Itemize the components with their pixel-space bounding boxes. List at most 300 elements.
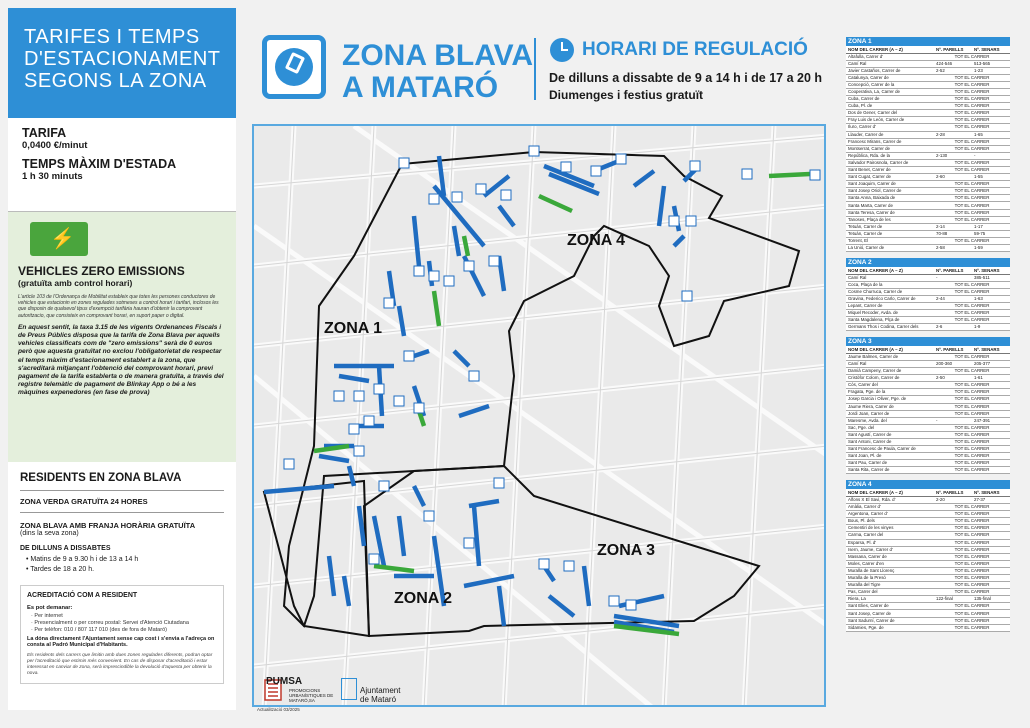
street-name-cell: Muralla de Sant Llorenç (846, 567, 934, 574)
table-row (846, 317, 1010, 324)
table-row (846, 288, 1010, 295)
table-row (846, 518, 1010, 525)
zona-verda-text: ZONA VERDA GRATUÏTA 24 HORES (20, 491, 224, 513)
street-name-cell: Sant Sadurní, Carrer de (846, 617, 934, 624)
street-name-cell: Camí Ral (846, 360, 934, 367)
street-name-cell: Alfons X El Savi, Rda. d' (846, 496, 934, 503)
brand-title (342, 40, 533, 104)
range-cell: 385-511 (972, 274, 1010, 281)
range-cell: TOT EL CARRER (934, 103, 1010, 110)
ajuntament-logo-icon (341, 678, 357, 700)
table-row (846, 603, 1010, 610)
street-name-cell: Maresme, Avda. del (846, 417, 934, 424)
range-cell: - (972, 152, 1010, 159)
range-cell: TOT EL CARRER (934, 610, 1010, 617)
horari-holidays: Diumenges i festius gratuït (549, 88, 704, 102)
zone-table (846, 480, 1010, 631)
table-row (846, 525, 1010, 532)
map-canvas (254, 126, 826, 707)
street-name-cell: Salvador Pairosnola, Carrer de (846, 159, 934, 166)
table-row (846, 274, 1010, 281)
table-row (846, 368, 1010, 375)
column-header: Nº. SENARS (972, 46, 1010, 53)
street-name-cell: Dos de Gener, Carrer del (846, 110, 934, 117)
zone-table-title: ZONA 3 (846, 337, 1010, 346)
table-row (846, 281, 1010, 288)
range-cell: TOT EL CARRER (934, 389, 1010, 396)
street-name-cell: Riera, La (846, 596, 934, 603)
table-row (846, 67, 1010, 74)
ajuntament-name (360, 686, 400, 704)
zone-2-label: ZONA 2 (394, 590, 453, 607)
street-name-cell: Montserrat, Carrer de (846, 145, 934, 152)
table-row (846, 382, 1010, 389)
table-row (846, 567, 1010, 574)
range-cell: 247-391 (972, 417, 1010, 424)
street-name-cell: Muralla del Tigre (846, 582, 934, 589)
table-row (846, 410, 1010, 417)
range-cell: TOT EL CARRER (934, 310, 1010, 317)
range-cell: TOT EL CARRER (934, 439, 1010, 446)
range-cell: 1-23 (972, 67, 1010, 74)
table-row (846, 117, 1010, 124)
table-row (846, 617, 1010, 624)
street-name-cell: Sant Elies, Carrer de (846, 603, 934, 610)
clock-icon (550, 38, 574, 62)
schedule-item: • Matins de 9 a 9.30 h i de 13 a 14 h (26, 556, 139, 563)
range-cell: TOT EL CARRER (934, 575, 1010, 582)
zona-3-boundary (364, 466, 759, 636)
green-parking-segments (314, 174, 810, 634)
range-cell: - (934, 274, 972, 281)
street-name-cell: Sant Josep Oriol, Carrer de (846, 188, 934, 195)
range-cell: TOT EL CARRER (934, 281, 1010, 288)
range-cell: - (934, 417, 972, 424)
table-row (846, 310, 1010, 317)
street-name-cell: Cooperativa, La, Carrer de (846, 88, 934, 95)
pumsa-name: PUMSA (266, 676, 303, 687)
update-date: Actualització 03/2025 (257, 707, 300, 712)
acreditacio-item: · Per telèfon: 010 / 807 117 010 (des de fora de Mataró) (31, 627, 167, 633)
street-name-cell: Fray Luis de León, Carrer de (846, 117, 934, 124)
table-row (846, 145, 1010, 152)
table-row (846, 560, 1010, 567)
street-name-cell: Francesc Mirans, Carrer de (846, 138, 934, 145)
range-cell: TOT EL CARRER (934, 546, 1010, 553)
tarifa-label: TARIFA (22, 126, 67, 140)
range-cell: TOT EL CARRER (934, 74, 1010, 81)
street-name-cell: Miquel Recoder, Avda. de (846, 310, 934, 317)
panel-title (8, 8, 236, 118)
range-cell: TOT EL CARRER (934, 424, 1010, 431)
table-row (846, 403, 1010, 410)
range-cell: 59-75 (972, 230, 1010, 237)
zone-1-label: ZONA 1 (324, 320, 383, 337)
zone-3-label: ZONA 3 (597, 542, 656, 559)
table-row (846, 353, 1010, 360)
table-row (846, 124, 1010, 131)
street-name-cell: Santa Rita, Carrer de (846, 467, 934, 474)
street-name-cell: Javier Castaños, Carrer de (846, 67, 934, 74)
street-table (846, 46, 1010, 252)
column-header: Nº. PARELLS (934, 346, 972, 353)
days-label: DE DILLUNS A DISSABTES (20, 545, 111, 552)
acreditacio-item: · Presencialment o per correu postal: Servei d'Atenció Ciutadana (31, 620, 189, 626)
table-row (846, 131, 1010, 138)
street-name-cell: Gravina, Federico Carlo, Carrer de (846, 295, 934, 302)
range-cell: TOT EL CARRER (934, 188, 1010, 195)
street-name-cell: Camí Ral (846, 274, 934, 281)
table-row (846, 553, 1010, 560)
table-row (846, 389, 1010, 396)
range-cell: TOT EL CARRER (934, 539, 1010, 546)
street-name-cell: Lepant, Carrer de (846, 303, 934, 310)
range-cell: TOT EL CARRER (934, 532, 1010, 539)
table-row (846, 532, 1010, 539)
street-name-cell: Cementiri de les vinyes (846, 525, 934, 532)
tarifa-section (8, 118, 236, 212)
table-row (846, 96, 1010, 103)
street-name-cell: Sant Agustí, Carrer de (846, 431, 934, 438)
street-name-cell: Sant Francesc de Paula, Carrer de (846, 446, 934, 453)
range-cell: TOT EL CARRER (934, 145, 1010, 152)
range-cell: TOT EL CARRER (934, 110, 1010, 117)
table-row (846, 81, 1010, 88)
range-cell: 2-6 (934, 324, 972, 331)
street-name-cell: Isern, Jaume, Carrer d' (846, 546, 934, 553)
street-name-cell: Sant Joan, Pl. de (846, 453, 934, 460)
range-cell: TOT EL CARRER (934, 317, 1010, 324)
range-cell: TOT EL CARRER (934, 159, 1010, 166)
range-cell: TOT EL CARRER (934, 167, 1010, 174)
table-row (846, 431, 1010, 438)
range-cell: TOT EL CARRER (934, 553, 1010, 560)
street-name-cell: Cuba, Carrer de (846, 96, 934, 103)
range-cell: 1-59 (972, 245, 1010, 252)
tarifa-value: 0,0400 €/minut (22, 140, 88, 151)
table-header-row (846, 489, 1010, 496)
zone-table-title: ZONA 2 (846, 258, 1010, 267)
street-name-cell: Jaume Balmes, Carrer de (846, 353, 934, 360)
schedule-item: • Tardes de 18 a 20 h. (26, 566, 95, 573)
street-name-cell: Llauder, Carrer de (846, 131, 934, 138)
table-row (846, 245, 1010, 252)
range-cell: TOT EL CARRER (934, 453, 1010, 460)
title-line: D'ESTACIONAMENT (24, 48, 221, 70)
table-row (846, 159, 1010, 166)
range-cell: TOT EL CARRER (934, 216, 1010, 223)
range-cell: 122-final (934, 596, 972, 603)
zone-table-title: ZONA 4 (846, 480, 1010, 489)
range-cell: TOT EL CARRER (934, 368, 1010, 375)
street-name-cell: Sant Antoni, Carrer de (846, 439, 934, 446)
street-tables (846, 37, 1010, 638)
range-cell: TOT EL CARRER (934, 504, 1010, 511)
franja-title: ZONA BLAVA AMB FRANJA HORÀRIA GRATUÏTA (20, 521, 196, 530)
range-cell: TOT EL CARRER (934, 617, 1010, 624)
zero-title: VEHICLES ZERO EMISSIONS (18, 264, 185, 278)
range-cell: 2-130 (934, 152, 972, 159)
table-row (846, 504, 1010, 511)
brand-line: A MATARÓ (342, 71, 499, 104)
street-name-cell: Damià Campeny, Carrer de (846, 368, 934, 375)
table-row (846, 138, 1010, 145)
acreditacio-title: ACREDITACIÓ COM A RESIDENT (27, 592, 138, 599)
street-name-cell: Iluro, Carrer d' (846, 124, 934, 131)
table-row (846, 582, 1010, 589)
acreditacio-bold: La dóna directament l'Ajuntament sense cap cost i s'envia a l'adreça on consta al Padró Municipal d'Habitants. (27, 636, 215, 648)
table-row (846, 424, 1010, 431)
ajuntament-line: de Mataró (360, 695, 397, 704)
table-row (846, 209, 1010, 216)
table-header-row (846, 346, 1010, 353)
column-header: Nº. PARELLS (934, 489, 972, 496)
street-name-cell: Jordi Joan, Carrer de (846, 410, 934, 417)
table-row (846, 589, 1010, 596)
residents-section (8, 462, 236, 710)
street-name-cell: Jaume Riera, Carrer de (846, 403, 934, 410)
title-line: TARIFES I TEMPS (24, 26, 200, 48)
range-cell: TOT EL CARRER (934, 117, 1010, 124)
table-row (846, 110, 1010, 117)
residents-title: RESIDENTS EN ZONA BLAVA (20, 468, 224, 491)
range-cell: 135-final (972, 596, 1010, 603)
table-row (846, 181, 1010, 188)
zone-4-label: ZONA 4 (567, 232, 626, 249)
street-name-cell: Camí Ral (846, 60, 934, 67)
range-cell: 2-60 (934, 174, 972, 181)
horari-title: HORARI DE REGULACIÓ (582, 39, 808, 60)
range-cell: TOT EL CARRER (934, 303, 1010, 310)
range-cell: TOT EL CARRER (934, 582, 1010, 589)
table-row (846, 195, 1010, 202)
range-cell: TOT EL CARRER (934, 525, 1010, 532)
table-row (846, 167, 1010, 174)
range-cell: TOT EL CARRER (934, 624, 1010, 631)
street-name-cell: Sant Pau, Carrer de (846, 460, 934, 467)
zero-small-text: L'article 103 de l'Ordenança de Mobilitat estableix que totes les persones conductores de vehicles que estacionin en zones regulades sotmeses a control horari i tarifari, inclosos les que disposin de qualsevol tipus d'exempció tarifària hauran d'obtenir la comprovant autoritzacio, que consisteix en comprovant horari, en suport paper o digital. (18, 294, 219, 319)
range-cell: TOT EL CARRER (934, 53, 1010, 60)
table-header-row (846, 46, 1010, 53)
pumsa-subtitle: PROMOCIONS URBANÍSTIQUES DE MATARÓ,SA (289, 688, 334, 703)
street-name-cell: Cós, Carrer del (846, 382, 934, 389)
electric-car-icon: ⚡ (30, 222, 88, 256)
street-name-cell: Pas, Carrer del (846, 589, 934, 596)
table-row (846, 74, 1010, 81)
range-cell: TOT EL CARRER (934, 96, 1010, 103)
range-cell: 2-14 (934, 223, 972, 230)
brand-line: ZONA BLAVA (342, 39, 534, 72)
street-name-cell: Sant Joaquim, Carrer de (846, 181, 934, 188)
range-cell: TOT EL CARRER (934, 237, 1010, 244)
table-row (846, 396, 1010, 403)
range-cell: 1-9 (972, 324, 1010, 331)
table-row (846, 103, 1010, 110)
table-row (846, 230, 1010, 237)
range-cell: 200-360 (934, 360, 972, 367)
acreditacio-box (20, 585, 224, 684)
range-cell: TOT EL CARRER (934, 410, 1010, 417)
ajuntament-line: Ajuntament (360, 686, 401, 695)
street-name-cell: Bous, Pl. dels (846, 518, 934, 525)
street-name-cell: Santa Magdalena, Plça de (846, 317, 934, 324)
horari-schedule: De dilluns a dissabte de 9 a 14 h i de 17 a 20 h (549, 71, 823, 85)
street-name-cell: Santa Anna, Baixada de (846, 195, 934, 202)
range-cell: TOT EL CARRER (934, 202, 1010, 209)
table-row (846, 624, 1010, 631)
table-row (846, 417, 1010, 424)
range-cell: 1-61 (972, 375, 1010, 382)
table-row (846, 174, 1010, 181)
header-divider (534, 38, 536, 100)
zone-table (846, 337, 1010, 474)
column-header: NOM DEL CARRER (A – Z) (846, 346, 934, 353)
range-cell: TOT EL CARRER (934, 460, 1010, 467)
street-name-cell: Massana, Carrer de (846, 553, 934, 560)
street-table (846, 489, 1010, 631)
street-grid (254, 126, 826, 707)
left-panel (8, 8, 236, 718)
table-row (846, 324, 1010, 331)
street-name-cell: Altafulla, Carrer d' (846, 53, 934, 60)
street-name-cell: Tetuán, Carrer de (846, 230, 934, 237)
range-cell: TOT EL CARRER (934, 467, 1010, 474)
range-cell: TOT EL CARRER (934, 353, 1010, 360)
table-row (846, 453, 1010, 460)
street-name-cell: República, Rda. de la (846, 152, 934, 159)
column-header: Nº. PARELLS (934, 46, 972, 53)
table-row (846, 202, 1010, 209)
street-name-cell: Carma, Carrer del (846, 532, 934, 539)
acreditacio-demanar: Es pot demanar: (27, 605, 73, 611)
street-name-cell: Santa Teresa, Carrer de (846, 209, 934, 216)
street-name-cell: Argentona, Carrer d' (846, 511, 934, 518)
column-header: NOM DEL CARRER (A – Z) (846, 489, 934, 496)
range-cell: 2-20 (934, 496, 972, 503)
street-name-cell: Torrent, El (846, 237, 934, 244)
street-name-cell: Sac, Pge. del (846, 424, 934, 431)
street-table (846, 346, 1010, 474)
column-header: Nº. PARELLS (934, 267, 972, 274)
table-row (846, 216, 1010, 223)
table-row (846, 496, 1010, 503)
table-row (846, 360, 1010, 367)
zone-table (846, 37, 1010, 252)
range-cell: 2-52 (934, 67, 972, 74)
range-cell: TOT EL CARRER (934, 209, 1010, 216)
table-row (846, 546, 1010, 553)
range-cell: TOT EL CARRER (934, 124, 1010, 131)
range-cell: 1-65 (972, 131, 1010, 138)
street-name-cell: Moles, Carrer d'en (846, 560, 934, 567)
street-name-cell: Sidamies, Pge. de (846, 624, 934, 631)
street-name-cell: Cristòfor Colom, Carrer de (846, 375, 934, 382)
table-row (846, 446, 1010, 453)
range-cell: TOT EL CARRER (934, 518, 1010, 525)
street-name-cell: Coca, Plaça de la (846, 281, 934, 288)
street-name-cell: Catalunya, Carrer de (846, 74, 934, 81)
street-name-cell: Muralla de la Presó (846, 575, 934, 582)
range-cell: TOT EL CARRER (934, 396, 1010, 403)
street-name-cell: Tetuán, Carrer de (846, 223, 934, 230)
column-header: Nº. SENARS (972, 489, 1010, 496)
table-row (846, 223, 1010, 230)
range-cell: TOT EL CARRER (934, 288, 1010, 295)
street-name-cell: Tanoses, Plaça de les (846, 216, 934, 223)
street-name-cell: Concepció, Carrer de la (846, 81, 934, 88)
table-row (846, 53, 1010, 60)
street-name-cell: Fragata, Pge. de la (846, 389, 934, 396)
range-cell: TOT EL CARRER (934, 195, 1010, 202)
range-cell: TOT EL CARRER (934, 560, 1010, 567)
schedule-item-text: Tardes de 18 a 20 h. (30, 566, 95, 573)
table-row (846, 439, 1010, 446)
range-cell: 2-58 (934, 245, 972, 252)
table-row (846, 60, 1010, 67)
street-name-cell: Cosme Churruca, Carrer de (846, 288, 934, 295)
range-cell: 2-44 (934, 295, 972, 302)
table-row (846, 295, 1010, 302)
range-cell: 27-37 (972, 496, 1010, 503)
range-cell: 70-88 (934, 230, 972, 237)
street-name-cell: Sant Josep, Carrer de (846, 610, 934, 617)
zero-emissions-section (8, 212, 236, 462)
schedule-item-text: Matins de 9 a 9.30 h i de 13 a 14 h (30, 556, 139, 563)
acreditacio-note: Els residents dels carrers que limitin amb dues zones regulades diferents, podran optar per l'acreditació que estimin més convenient. En cas de disposar d'acreditació i estar interessat en canviar de zona, serà imprescindible la devolució d'aquesta per obtenir la nova. (27, 653, 213, 676)
title-line: SEGONS LA ZONA (24, 70, 207, 92)
column-header: Nº. SENARS (972, 346, 1010, 353)
range-cell: 1-55 (972, 174, 1010, 181)
street-table (846, 267, 1010, 331)
range-cell: 2-50 (934, 375, 972, 382)
table-row (846, 375, 1010, 382)
table-row (846, 88, 1010, 95)
street-name-cell: Santa Marta, Carrer de (846, 202, 934, 209)
zone-table-title: ZONA 1 (846, 37, 1010, 46)
street-name-cell: Sant Cugat, Carrer de (846, 174, 934, 181)
table-row (846, 188, 1010, 195)
column-header: NOM DEL CARRER (A – Z) (846, 267, 934, 274)
range-cell: TOT EL CARRER (934, 81, 1010, 88)
city-map[interactable] (252, 124, 826, 707)
table-row (846, 237, 1010, 244)
range-cell: 1-17 (972, 223, 1010, 230)
table-header-row (846, 267, 1010, 274)
range-cell: 2-28 (934, 131, 972, 138)
table-row (846, 596, 1010, 603)
table-row (846, 539, 1010, 546)
street-name-cell: Josep Garcia i Oliver, Pge. de (846, 396, 934, 403)
temps-value: 1 h 30 minuts (22, 171, 83, 182)
street-name-cell: Germans Thos i Codina, Carrer dels (846, 324, 934, 331)
table-row (846, 303, 1010, 310)
range-cell: TOT EL CARRER (934, 431, 1010, 438)
table-row (846, 467, 1010, 474)
street-name-cell: La Unió, Carrer de (846, 245, 934, 252)
range-cell: TOT EL CARRER (934, 511, 1010, 518)
temps-label: TEMPS MÀXIM D'ESTADA (22, 157, 177, 171)
table-row (846, 460, 1010, 467)
range-cell: TOT EL CARRER (934, 603, 1010, 610)
table-row (846, 511, 1010, 518)
zero-subtitle: (gratuïta amb control horari) (18, 278, 133, 288)
range-cell: TOT EL CARRER (934, 567, 1010, 574)
street-name-cell: Sant Benet, Carrer de (846, 167, 934, 174)
zona-blava-logo-icon (262, 35, 326, 99)
table-row (846, 575, 1010, 582)
acreditacio-item: · Per internet (31, 613, 63, 619)
range-cell: TOT EL CARRER (934, 446, 1010, 453)
